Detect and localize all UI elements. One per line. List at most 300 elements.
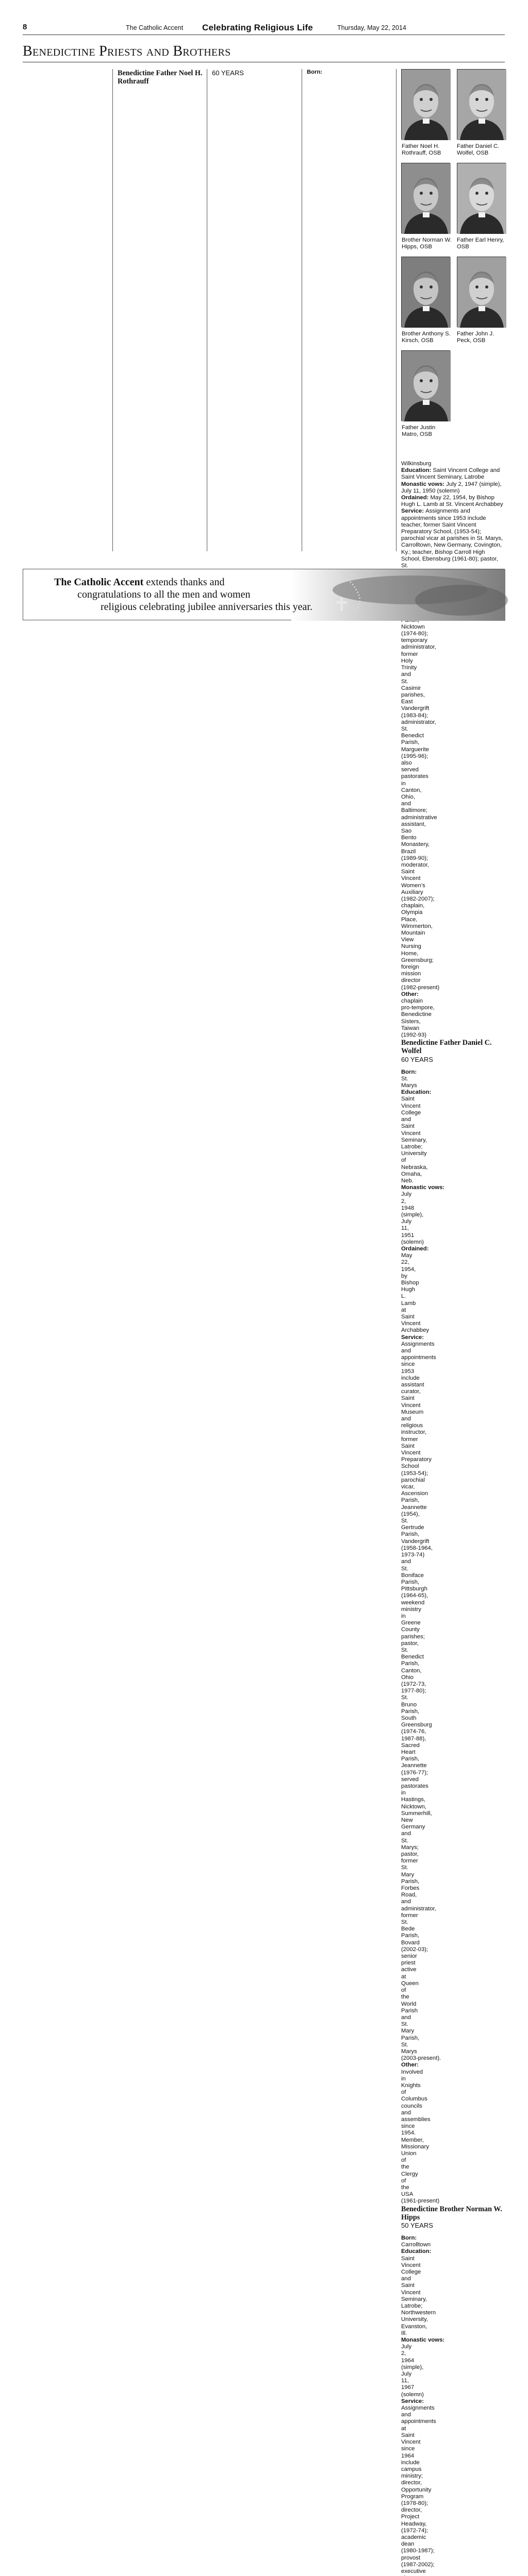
field-text: and <box>401 1899 411 1905</box>
field-text: St. <box>401 1518 408 1524</box>
field-text: of <box>401 1987 406 1994</box>
field-text: Knights <box>401 2082 421 2089</box>
bio-paragraph <box>401 1116 504 1123</box>
field-text: teacher, <box>412 549 435 555</box>
bio-paragraph <box>401 1089 504 1096</box>
field-text: and <box>401 1558 411 1565</box>
field-text: Nebraska, <box>401 1164 428 1171</box>
field-text: South <box>401 1715 417 1721</box>
field-text: Vincent <box>454 501 475 508</box>
field-text: Saint <box>401 474 416 481</box>
field-text: (1953-54); <box>401 1470 428 1477</box>
bio-paragraph <box>401 1545 504 1552</box>
bio-paragraph <box>401 828 504 835</box>
bio-paragraph <box>401 1123 504 1130</box>
field-text: Parish, <box>401 1933 420 1939</box>
field-text: (1974-76, <box>401 1728 426 1735</box>
field-text: Casimir <box>401 685 421 691</box>
bio-paragraph <box>401 883 504 889</box>
field-text: since <box>401 1361 415 1368</box>
field-text: (1982-present) <box>401 984 440 991</box>
bio-paragraph <box>401 2116 504 2123</box>
bio-paragraph <box>401 658 504 665</box>
field-text: (simple), <box>401 2364 424 2370</box>
bio-paragraph <box>401 807 504 814</box>
field-text: St. <box>401 1865 408 1871</box>
field-text: Vincent <box>401 2439 421 2446</box>
bio-paragraph <box>401 2412 504 2418</box>
field-text: Greene <box>401 1620 421 1626</box>
bio-paragraph <box>401 1511 504 1518</box>
field-text: Jeannette <box>401 1762 427 1769</box>
field-text: July <box>401 1218 412 1225</box>
field-text: Benedict <box>401 733 424 739</box>
field-text: Taiwan <box>401 1025 420 1031</box>
bio-paragraph <box>401 1252 504 1259</box>
bio-paragraph <box>401 1783 504 1790</box>
bio-paragraph <box>401 1286 504 1293</box>
bio-paragraph <box>401 2130 504 2137</box>
field-text: Saint <box>401 1443 415 1449</box>
field-text: Saint <box>442 521 457 528</box>
bio-paragraph <box>401 1069 504 1076</box>
column-divider <box>112 69 113 551</box>
field-text: Olympia <box>401 909 423 916</box>
field-text: pastorates <box>401 773 428 780</box>
field-text: University <box>401 1150 427 1157</box>
field-text: and <box>401 2014 411 2021</box>
bio-paragraph <box>401 2562 504 2568</box>
bio-paragraph <box>401 1865 504 1871</box>
bio-paragraph <box>401 862 504 869</box>
bio-paragraph <box>401 1531 504 1538</box>
field-text: (1961-present) <box>401 2198 440 2205</box>
portrait-photo-hipps <box>401 163 450 233</box>
field-text: (1974-80); <box>401 631 428 637</box>
field-text: Home, <box>401 950 419 957</box>
portrait-photo-peck <box>457 257 506 327</box>
field-text: by <box>401 1273 407 1279</box>
field-text: parochial <box>401 535 426 542</box>
field-label: Other: <box>401 2062 419 2069</box>
bio-name: Benedictine Brother Norman W. Hipps <box>401 2205 502 2222</box>
field-text: (1995-96); <box>401 753 428 759</box>
portrait-photo-wolfel <box>457 69 506 140</box>
bio-paragraph <box>401 1348 504 1354</box>
bio-paragraph <box>401 1858 504 1865</box>
field-text: Parish, <box>401 1878 420 1885</box>
bio-paragraph <box>401 2466 504 2473</box>
bio-paragraph <box>401 2350 504 2357</box>
bio-paragraph <box>401 1218 504 1225</box>
field-text: Sao <box>401 827 412 834</box>
bio-paragraph <box>401 875 504 882</box>
bio-paragraph <box>401 2008 504 2014</box>
bio-paragraph <box>401 2528 504 2534</box>
field-text: World <box>401 2001 417 2007</box>
field-text: University, <box>401 2316 428 2323</box>
field-text: Bishop <box>476 495 494 501</box>
field-text: College <box>469 467 490 474</box>
bio-paragraph <box>401 787 504 794</box>
bio-paragraph <box>401 2062 504 2069</box>
field-text: Canton, <box>401 1667 422 1674</box>
field-text: 1954, <box>452 495 469 501</box>
field-text: Parish, <box>401 2035 420 2041</box>
field-text: Brazil <box>401 848 416 855</box>
field-text: Seminary, <box>401 1137 427 1143</box>
bio-paragraph <box>401 1354 504 1361</box>
field-text: School, <box>401 555 422 562</box>
bio-paragraph <box>401 713 504 719</box>
field-text: Saint <box>401 869 415 875</box>
field-text: St. <box>401 725 408 732</box>
field-text: (1953-54); <box>454 529 482 535</box>
field-text: Opportunity <box>401 2486 432 2493</box>
field-text: (1954), <box>401 1511 420 1517</box>
bio-paragraph <box>401 2364 504 2371</box>
bio-paragraph <box>401 1878 504 1885</box>
field-text: Trinity <box>401 665 417 671</box>
bio-paragraph <box>401 719 504 726</box>
bio-paragraph <box>401 1314 504 1320</box>
bio-paragraph <box>401 2089 504 2096</box>
bio-paragraph <box>401 2358 504 2364</box>
field-text: 1967 <box>401 2384 415 2391</box>
field-text: assistant <box>401 1382 424 1388</box>
field-text: Greensburg; <box>401 957 434 963</box>
field-label: Education: <box>401 1089 432 1096</box>
field-text: include <box>401 2459 420 2466</box>
field-text: and <box>460 508 470 515</box>
bio-paragraph <box>401 2123 504 2130</box>
field-text: and <box>401 801 411 807</box>
field-text: and <box>490 467 500 474</box>
field-text: Parish, <box>401 1497 420 1504</box>
bio-paragraph <box>401 2001 504 2008</box>
bio-paragraph <box>401 733 504 739</box>
field-text: St. <box>401 1075 408 1082</box>
portrait-icon <box>402 163 451 234</box>
bio-paragraph <box>401 1688 504 1694</box>
page-number: 8 <box>23 23 27 31</box>
bio-paragraph <box>401 1634 504 1640</box>
field-text: Program <box>401 2493 424 2500</box>
field-text: Archabbey <box>475 501 503 508</box>
field-text: Hugh <box>401 1286 416 1293</box>
field-text: weekend <box>401 1599 425 1606</box>
field-text: Pittsburgh <box>401 1586 427 1592</box>
bio-paragraph <box>401 2392 504 2398</box>
portrait-icon <box>457 257 506 328</box>
field-text: administrative <box>401 814 437 821</box>
field-text: 1951 <box>401 1232 415 1239</box>
bio-paragraph <box>401 1082 504 1089</box>
portrait-photo-rothrauff <box>401 69 450 140</box>
bio-paragraph <box>401 1327 504 1334</box>
bio-paragraph <box>401 1538 504 1545</box>
bio-paragraph <box>401 1892 504 1899</box>
bio-paragraph <box>401 2514 504 2520</box>
bio-paragraph <box>401 889 504 896</box>
field-text: administrator, <box>401 1905 436 1912</box>
field-text: Vandergrift <box>401 1538 430 1545</box>
bio-paragraph <box>401 1946 504 1953</box>
field-text: East <box>401 699 413 705</box>
field-text: Ebensburg <box>422 555 452 562</box>
field-text: teacher, <box>401 521 424 528</box>
field-text: County <box>401 1626 420 1633</box>
field-text: Women’s <box>401 882 425 889</box>
bio-paragraph <box>401 1164 504 1171</box>
field-text: Parish, <box>401 1756 420 1762</box>
field-text: Sisters, <box>401 1018 421 1025</box>
bio-paragraph <box>401 2048 504 2055</box>
bio-paragraph <box>401 2296 504 2303</box>
field-text: St. <box>476 535 486 542</box>
bio-paragraph <box>401 909 504 916</box>
field-text: Canton, <box>401 787 422 793</box>
field-text: 11, <box>413 487 423 494</box>
field-text: School, <box>433 529 454 535</box>
bio-paragraph <box>401 2568 504 2575</box>
field-text: July <box>401 1191 412 1198</box>
field-text: Saint <box>401 2255 415 2262</box>
bio-paragraph <box>401 1899 504 1905</box>
bio-paragraph <box>401 2082 504 2089</box>
field-text: 1987-88), <box>401 1735 426 1742</box>
field-text: and <box>401 2276 411 2282</box>
field-text: and <box>401 1416 411 1422</box>
bio-paragraph <box>401 624 504 631</box>
bio-paragraph <box>401 1681 504 1688</box>
field-text: Bento <box>401 835 417 841</box>
bio-paragraph <box>401 1824 504 1831</box>
bio-paragraph <box>401 2256 504 2262</box>
field-text: July <box>401 487 414 494</box>
field-text: 2, <box>401 2350 406 2357</box>
field-text: pastorates <box>401 1783 428 1789</box>
field-text: served <box>401 1776 419 1783</box>
bio-years: 60 YEARS <box>401 1055 433 1063</box>
field-text: Marys <box>401 2048 417 2055</box>
bio-paragraph <box>401 1334 504 1341</box>
field-text: (1980-1987); <box>401 2548 435 2554</box>
field-text: Evanston, <box>401 2323 427 2330</box>
field-label: Born: <box>401 1069 417 1075</box>
field-label: Education: <box>401 2248 432 2255</box>
bio-paragraph <box>401 903 504 909</box>
field-text: (1983-84); <box>401 712 428 719</box>
field-text: (simple), <box>401 1211 424 1218</box>
article-column-3 <box>212 69 297 553</box>
bio-paragraph <box>401 2055 504 2062</box>
field-text: temporary <box>401 637 427 644</box>
field-text: academic <box>401 2534 426 2540</box>
bio-paragraph <box>401 1402 504 1409</box>
bio-paragraph <box>401 1953 504 1960</box>
bio-paragraph <box>401 1293 504 1300</box>
bio-paragraph <box>401 1810 504 1817</box>
field-text: Vincent <box>448 467 469 474</box>
bio-years: 60 YEARS <box>212 69 244 77</box>
bio-name: Benedictine Father Daniel C. Wolfel <box>401 1039 492 1056</box>
field-text: Union <box>401 2150 417 2157</box>
bio-paragraph <box>401 801 504 807</box>
bio-paragraph <box>401 2500 504 2507</box>
field-label: Monastic vows: <box>401 481 447 487</box>
field-text: 1950 <box>422 487 437 494</box>
bio-paragraph <box>401 760 504 767</box>
photo-caption: Father Earl Henry, OSB <box>457 237 504 250</box>
bio-paragraph <box>401 1103 504 1110</box>
field-text: Involved <box>401 2069 423 2075</box>
bio-paragraph <box>401 1497 504 1504</box>
bio-paragraph <box>401 2150 504 2157</box>
field-text: Assignments <box>401 2405 435 2412</box>
field-text: Ill. <box>401 2330 407 2336</box>
field-text: Missionary <box>401 2143 429 2150</box>
bio-paragraph <box>401 835 504 841</box>
field-text: Hastings, <box>401 1797 426 1803</box>
field-text: Lamb <box>401 1300 416 1307</box>
bio-paragraph <box>401 2096 504 2103</box>
field-text: Vincent <box>401 1130 421 1137</box>
bio-paragraph <box>401 1592 504 1599</box>
field-text: Marguerite <box>401 746 429 753</box>
bio-paragraph <box>401 1259 504 1266</box>
field-text: Saint <box>401 2282 415 2289</box>
bio-paragraph <box>401 2184 504 2191</box>
bio-paragraph <box>401 699 504 705</box>
field-text: Covington, <box>474 542 502 549</box>
bio-paragraph <box>401 937 504 943</box>
field-text: Vincent <box>457 521 476 528</box>
field-text: parochial <box>401 1477 425 1483</box>
bio-paragraph <box>401 1613 504 1620</box>
field-text: Parish, <box>401 1660 420 1667</box>
field-text: (1976-77); <box>401 1769 428 1776</box>
article-column-4 <box>307 69 392 553</box>
field-text: 2, <box>401 1198 406 1205</box>
bio-paragraph <box>401 1926 504 1933</box>
field-text: of <box>401 1157 406 1164</box>
bio-paragraph <box>401 1844 504 1851</box>
rosary-hands-image <box>291 569 505 621</box>
field-text: 1953 <box>401 1368 415 1375</box>
field-text: (1989-90); <box>401 855 428 861</box>
bio-paragraph <box>401 2418 504 2425</box>
field-text: 1947 <box>465 481 480 487</box>
bio-paragraph <box>401 461 504 467</box>
field-text: L. <box>417 501 423 508</box>
field-text: chaplain <box>401 998 423 1005</box>
field-text: St. <box>401 1694 408 1701</box>
bio-paragraph <box>401 2276 504 2282</box>
bio-paragraph <box>401 679 504 685</box>
field-text: (1961-80); <box>452 555 481 562</box>
bio-paragraph <box>401 1076 504 1082</box>
field-text: High <box>473 549 485 555</box>
bio-paragraph <box>401 1620 504 1626</box>
field-text: at <box>440 535 447 542</box>
field-text: appointments <box>401 2418 436 2425</box>
field-text: 22, <box>401 1259 409 1266</box>
bio-paragraph <box>401 1212 504 1218</box>
field-text: in <box>401 780 406 787</box>
bio-paragraph <box>401 1980 504 1987</box>
bio-paragraph <box>401 2405 504 2412</box>
bio-paragraph <box>401 1110 504 1116</box>
field-text: pastor, <box>480 555 498 562</box>
field-text: former <box>401 651 418 657</box>
bio-paragraph <box>401 951 504 957</box>
bio-paragraph <box>401 1552 504 1558</box>
bio-paragraph <box>401 1032 504 1039</box>
field-text: St. <box>401 1837 408 1844</box>
field-text: Mary <box>401 2028 415 2035</box>
field-text: Member, <box>401 2137 424 2143</box>
field-text: in <box>401 1790 406 1797</box>
bio-paragraph <box>401 1654 504 1660</box>
field-text: Vincent <box>401 1402 421 1409</box>
field-text: Vincent <box>401 875 421 882</box>
bio-paragraph <box>401 1246 504 1252</box>
bio-paragraph <box>401 1191 504 1198</box>
bio-paragraph <box>401 1708 504 1715</box>
bio-paragraph <box>401 2076 504 2082</box>
field-text: St. <box>401 2021 408 2028</box>
bio-paragraph <box>401 1368 504 1375</box>
article-column-5 <box>401 461 504 2576</box>
bio-paragraph <box>401 508 504 563</box>
bio-paragraph <box>401 1416 504 1422</box>
field-text: Carrolltown, <box>401 542 434 549</box>
field-text: (1987-2002); <box>401 2561 435 2568</box>
page-title: Benedictine Priests and Brothers <box>23 43 231 59</box>
field-text: July <box>446 481 458 487</box>
thank-you-banner <box>23 569 505 620</box>
bio-paragraph <box>401 1770 504 1776</box>
bio-paragraph <box>401 1130 504 1137</box>
photo-caption: Brother Norman W. Hipps, OSB <box>402 237 452 250</box>
field-text: Wimmerton, <box>401 923 433 929</box>
bio-paragraph <box>401 2330 504 2337</box>
field-text: (1972-74); <box>401 2527 428 2534</box>
banner-line-3: religious celebrating jubilee anniversaries this year. <box>101 601 312 613</box>
field-text: 2, <box>458 481 465 487</box>
bio-paragraph <box>401 773 504 780</box>
field-text: 1948 <box>401 1205 415 1211</box>
bio-paragraph <box>401 2507 504 2514</box>
field-label: Education: <box>401 467 433 474</box>
field-text: L. <box>401 1293 406 1300</box>
field-text: Nicktown, <box>401 1803 426 1810</box>
field-text: former <box>423 521 442 528</box>
field-text: administrator, <box>401 719 436 725</box>
field-text: Northwestern <box>401 2310 436 2316</box>
bio-paragraph <box>401 2137 504 2144</box>
bio-paragraph <box>401 481 504 495</box>
bio-paragraph <box>401 1872 504 1878</box>
field-text: since <box>401 2446 415 2452</box>
field-text: former <box>401 1912 418 1919</box>
bio-paragraph <box>401 1749 504 1756</box>
field-text: Ohio <box>401 1674 414 1681</box>
bio-paragraph <box>401 1011 504 1018</box>
field-text: pro-tempore, <box>401 1005 435 1011</box>
field-text: Vincent <box>401 1103 421 1109</box>
